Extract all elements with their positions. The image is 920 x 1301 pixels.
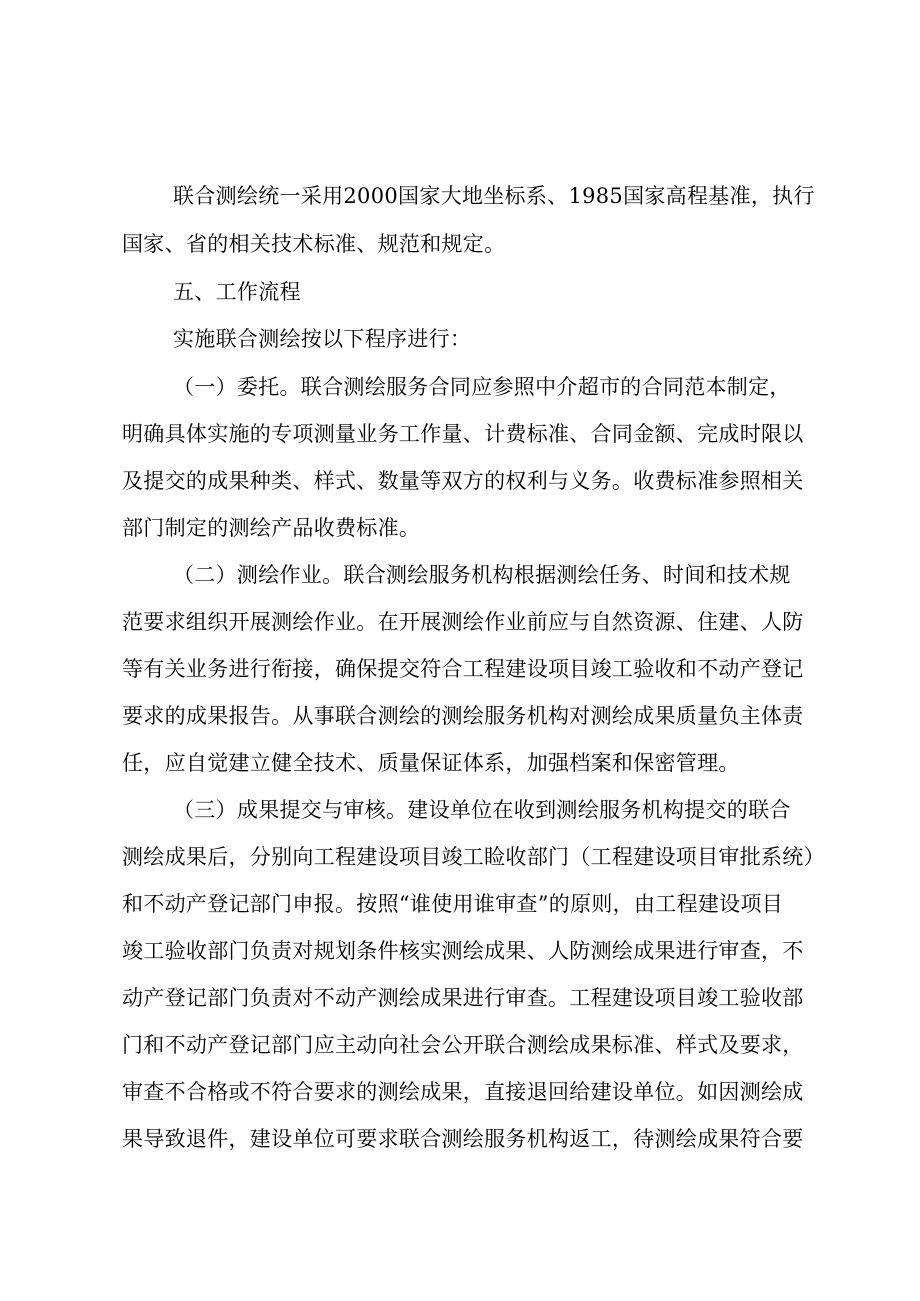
paragraph-line: 及提交的成果种类、样式、数量等双方的权利与义务。收费标准参照相关	[122, 469, 804, 493]
paragraph-line: （二）测绘作业。联合测绘服务机构根据测绘任务、时间和技术规	[173, 563, 791, 587]
paragraph-line: 国家、省的相关技术标准、规范和规定。	[122, 232, 506, 256]
section-heading: 五、工作流程	[173, 280, 301, 304]
paragraph-line: 和不动产登记部门申报。按照“谁使用谁审查”的原则，由工程建设项目	[122, 892, 784, 916]
paragraph-line: 等有关业务进行衔接，确保提交符合工程建设项目竣工验收和不动产登记	[122, 657, 804, 681]
paragraph-line: 竣工验收部门负责对规划条件核实测绘成果、人防测绘成果进行审查，不	[122, 939, 804, 963]
paragraph-line: 要求的成果报告。从事联合测绘的测绘服务机构对测绘成果质量负主体责	[122, 704, 804, 728]
paragraph-line: 任，应自觉建立健全技术、质量保证体系，加强档案和保密管理。	[122, 751, 740, 775]
paragraph-line: 测绘成果后，分别向工程建设项目竣工睑收部门（工程建设项目审批系统）	[122, 845, 825, 869]
paragraph-line: 范要求组织开展测绘作业。在开展测绘作业前应与自然资源、住建、人防	[122, 610, 804, 634]
paragraph-line: （三）成果提交与审核。建设单位在收到测绘服务机构提交的联合	[173, 798, 791, 822]
paragraph-line: 联合测绘统一采用2000国家大地坐标系、1985国家高程基准，执行	[173, 184, 815, 208]
paragraph-line: 果导致退件，建设单位可要求联合测绘服务机构返工，待测绘成果符合要	[122, 1127, 804, 1151]
paragraph-line: 门和不动产登记部门应主动向社会公开联合测绘成果标准、样式及要求，	[122, 1033, 804, 1057]
paragraph-line: （一）委托。联合测绘服务合同应参照中介超市的合同范本制定，	[173, 375, 791, 399]
paragraph-line: 动产登记部门负责对不动产测绘成果进行审查。工程建设项目竣工验收部	[122, 986, 804, 1010]
paragraph-line: 明确具体实施的专项测量业务工作量、计费标准、合同金额、完成时限以	[122, 422, 804, 446]
paragraph-line: 部门制定的测绘产品收费标准。	[122, 516, 421, 540]
paragraph-line: 实施联合测绘按以下程序进行：	[173, 327, 472, 351]
paragraph-line: 审查不合格或不符合要求的测绘成果，直接退回给建设单位。如因测绘成	[122, 1080, 804, 1104]
